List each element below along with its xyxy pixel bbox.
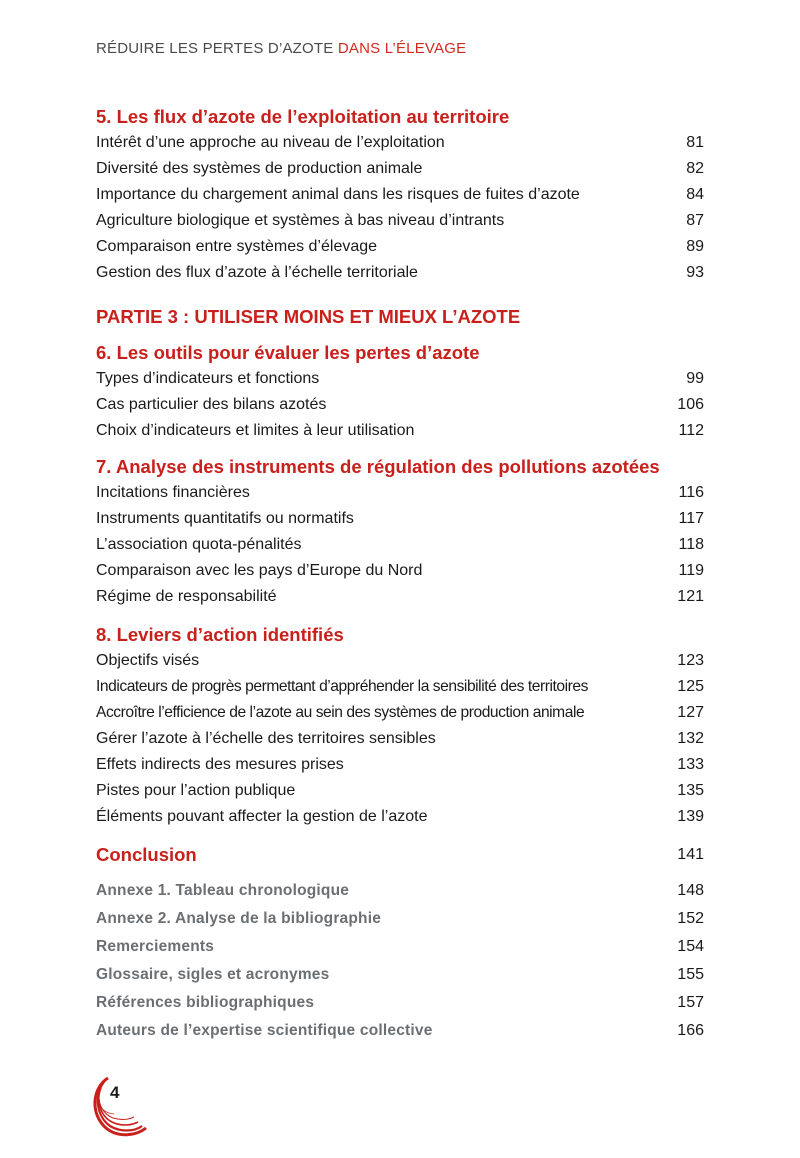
toc-entry[interactable] [96, 780, 704, 802]
toc-entry[interactable] [96, 482, 704, 504]
annex-label: Remerciements [96, 938, 215, 955]
toc-entry-label: Objectifs visés [96, 652, 200, 669]
toc-entry-label: Importance du chargement animal dans les risques de fuites d’azote [96, 186, 580, 203]
toc-entry-label: Incitations financières [96, 484, 250, 501]
header-main: RÉDUIRE LES PERTES D’AZOTE [96, 40, 334, 57]
toc-entry-label: Indicateurs de progrès permettant d’appréhender la sensibilité des territoires [96, 678, 588, 695]
annex-page: 154 [677, 938, 704, 955]
toc-annex-entry[interactable] [96, 964, 704, 986]
toc-entry-page: 112 [678, 422, 704, 439]
annex-label: Annexe 2. Analyse de la bibliographie [96, 910, 382, 927]
toc-entry-label: Gérer l’azote à l’échelle des territoires sensibles [96, 730, 436, 747]
annex-label: Glossaire, sigles et acronymes [96, 966, 330, 983]
section-5-title[interactable]: 5. Les flux d’azote de l’exploitation au territoire [96, 106, 510, 127]
part-3-title[interactable]: PARTIE 3 : UTILISER MOINS ET MIEUX L’AZOTE [96, 306, 521, 327]
toc-entry-label: Diversité des systèmes de production animale [96, 160, 423, 177]
toc-entry-label: Intérêt d’une approche au niveau de l’exploitation [96, 134, 445, 151]
section-7-title[interactable]: 7. Analyse des instruments de régulation des pollutions azotées [96, 456, 660, 477]
toc-entry-page: 99 [686, 370, 704, 387]
toc-entry[interactable] [96, 420, 704, 442]
annex-label: Références bibliographiques [96, 994, 315, 1011]
toc-entry[interactable] [96, 806, 704, 828]
annex-page: 155 [677, 966, 704, 983]
section-6-title[interactable]: 6. Les outils pour évaluer les pertes d’azote [96, 342, 480, 363]
toc-entry-label: Régime de responsabilité [96, 588, 277, 605]
toc-entry-page: 127 [677, 704, 704, 721]
annex-page: 152 [677, 910, 704, 927]
toc-entry[interactable] [96, 650, 704, 672]
toc-entry-label: Cas particulier des bilans azotés [96, 396, 327, 413]
annex-page: 148 [677, 882, 704, 899]
toc-entry-label: Comparaison entre systèmes d’élevage [96, 238, 378, 255]
toc-entry-page: 81 [686, 134, 704, 151]
toc-entry-label: Instruments quantitatifs ou normatifs [96, 510, 354, 527]
toc-entry-label: Gestion des flux d’azote à l’échelle territoriale [96, 264, 418, 281]
toc-entry[interactable] [96, 508, 704, 530]
annex-label: Auteurs de l’expertise scientifique collective [96, 1022, 433, 1039]
page-number: 4 [110, 1083, 120, 1102]
annex-page: 157 [677, 994, 704, 1011]
toc-annex-entry[interactable] [96, 1020, 704, 1042]
header-accent: DANS L’ÉLEVAGE [337, 40, 467, 57]
running-header [96, 40, 466, 57]
toc-entry-page: 125 [677, 678, 704, 695]
swirl-logo-icon [88, 1070, 158, 1140]
annex-page: 166 [677, 1022, 704, 1039]
toc-entry-page: 132 [677, 730, 704, 747]
toc-entry-page: 123 [677, 652, 704, 669]
toc-entry-page: 135 [677, 782, 704, 799]
toc-entry-page: 118 [678, 536, 704, 553]
toc-entry[interactable] [96, 236, 704, 258]
toc-entry-label: Types d’indicateurs et fonctions [96, 370, 320, 387]
toc-entry-page: 139 [677, 808, 704, 825]
toc-entry[interactable] [96, 210, 704, 232]
toc-entry-page: 87 [686, 212, 704, 229]
toc-entry-page: 84 [686, 186, 704, 203]
toc-annex-entry[interactable] [96, 880, 704, 902]
annex-label: Annexe 1. Tableau chronologique [96, 882, 350, 899]
toc-entry-label: Comparaison avec les pays d’Europe du Nord [96, 562, 423, 579]
toc-entry[interactable] [96, 184, 704, 206]
toc-annex-entry[interactable] [96, 908, 704, 930]
toc-entry-page: 121 [677, 588, 704, 605]
toc-entry[interactable] [96, 754, 704, 776]
toc-entry[interactable] [96, 262, 704, 284]
toc-entry-label: Accroître l’efficience de l’azote au sein des systèmes de production animale [96, 704, 585, 721]
toc-entry[interactable] [96, 586, 704, 608]
toc-entry[interactable] [96, 158, 704, 180]
toc-entry[interactable] [96, 702, 704, 724]
toc-entry[interactable] [96, 534, 704, 556]
toc-entry-page: 133 [677, 756, 704, 773]
toc-conclusion[interactable] [96, 843, 704, 867]
section-8-title[interactable]: 8. Leviers d’action identifiés [96, 624, 344, 645]
toc-entry[interactable] [96, 394, 704, 416]
toc-entry-page: 106 [677, 396, 704, 413]
conclusion-page: 141 [677, 846, 704, 863]
toc-entry-label: Agriculture biologique et systèmes à bas niveau d’intrants [96, 212, 505, 229]
toc-entry-page: 89 [686, 238, 704, 255]
toc-entry-label: Éléments pouvant affecter la gestion de l’azote [96, 808, 428, 825]
toc-entry-page: 117 [678, 510, 704, 527]
toc-annex-entry[interactable] [96, 936, 704, 958]
toc-entry-label: Choix d’indicateurs et limites à leur utilisation [96, 422, 415, 439]
toc-entry[interactable] [96, 132, 704, 154]
toc-entry-page: 119 [678, 562, 704, 579]
toc-entry-label: L’association quota-pénalités [96, 536, 302, 553]
toc-entry-page: 93 [686, 264, 704, 281]
toc-entry-label: Effets indirects des mesures prises [96, 756, 344, 773]
toc-entry-label: Pistes pour l’action publique [96, 782, 296, 799]
toc-entry-page: 116 [678, 484, 704, 501]
toc-entry[interactable] [96, 368, 704, 390]
toc-entry[interactable] [96, 728, 704, 750]
conclusion-label: Conclusion [96, 844, 197, 865]
toc-entry-page: 82 [686, 160, 704, 177]
toc-entry[interactable] [96, 676, 704, 698]
toc-annex-entry[interactable] [96, 992, 704, 1014]
toc-entry[interactable] [96, 560, 704, 582]
